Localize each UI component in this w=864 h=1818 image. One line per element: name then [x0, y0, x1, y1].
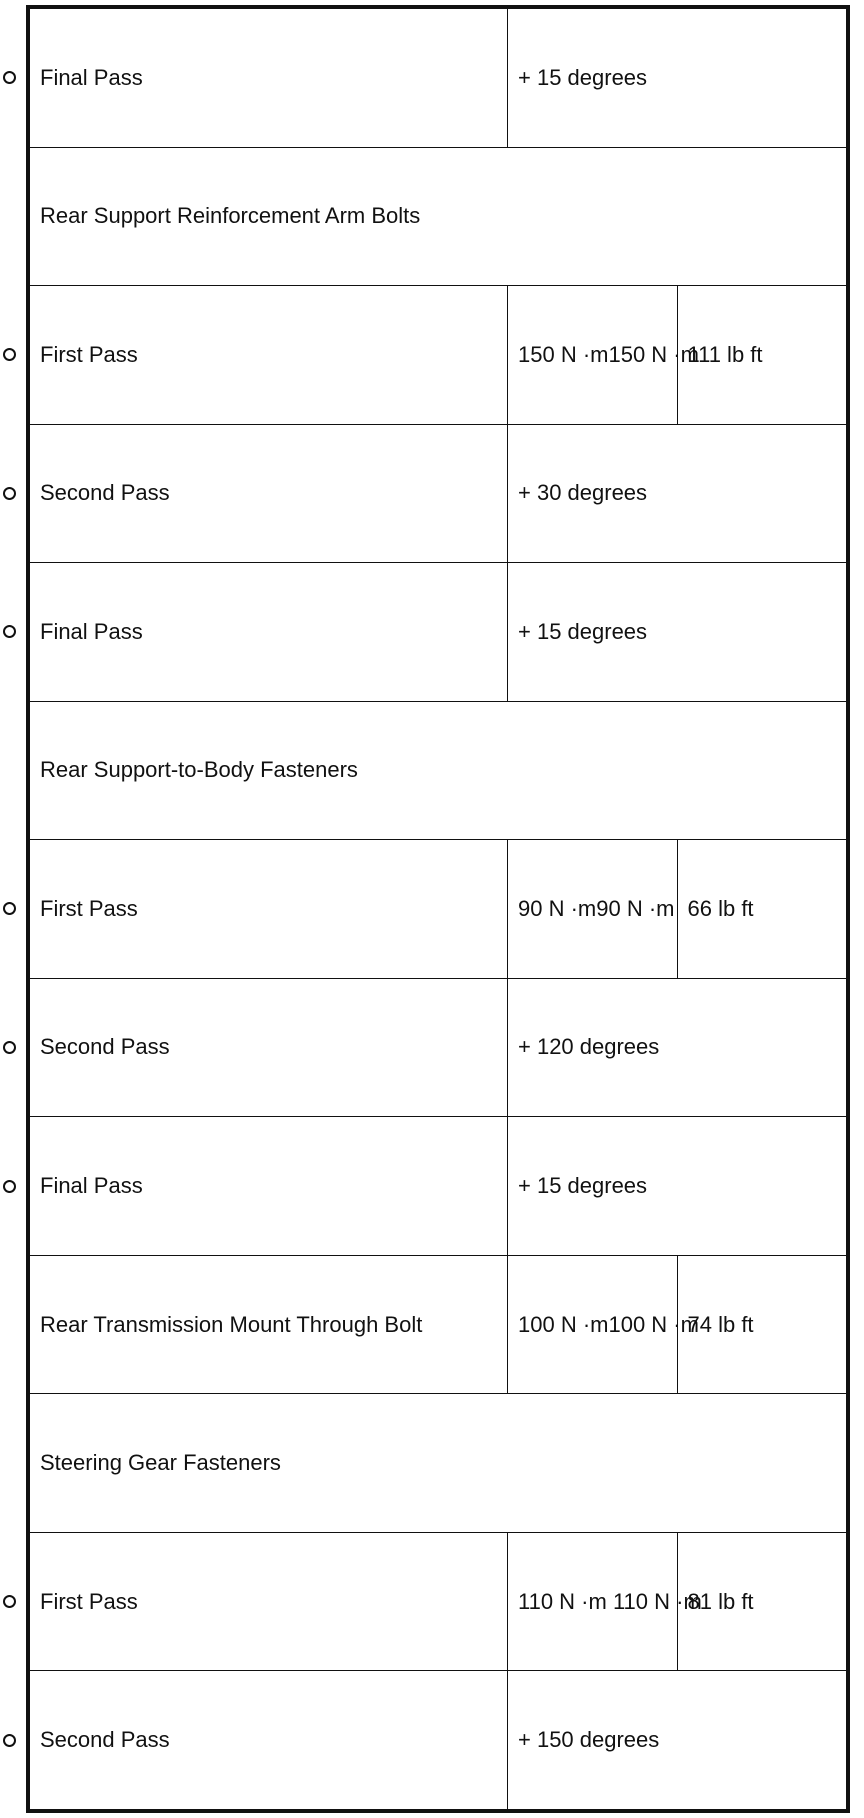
imperial-torque: 111 lb ft — [677, 286, 847, 425]
section-header: Rear Support-to-Body Fasteners — [30, 701, 847, 840]
table-row — [30, 9, 847, 148]
angle-value: + 30 degrees — [508, 424, 847, 563]
fastener-label: First Pass — [30, 840, 508, 979]
table-row — [30, 1671, 847, 1810]
fastener-label: Final Pass — [30, 563, 508, 702]
metric-torque: 90 N ·m90 N ·m — [508, 840, 678, 979]
table-row — [30, 978, 847, 1117]
table-row — [30, 840, 847, 979]
fastener-label: First Pass — [30, 286, 508, 425]
bullet-icon — [3, 1734, 16, 1747]
imperial-torque: 81 lb ft — [677, 1532, 847, 1671]
fastener-label: Final Pass — [30, 1117, 508, 1256]
fastener-label: Second Pass — [30, 1671, 508, 1810]
bullet-icon — [3, 1595, 16, 1608]
bullet-icon — [3, 1180, 16, 1193]
bullet-icon — [3, 625, 16, 638]
bullet-icon — [3, 71, 16, 84]
spec-table — [29, 8, 847, 1810]
section-header: Rear Support Reinforcement Arm Bolts — [30, 147, 847, 286]
table-row — [30, 701, 847, 840]
angle-value: + 15 degrees — [508, 1117, 847, 1256]
table-row — [30, 1394, 847, 1533]
fastener-label: Second Pass — [30, 978, 508, 1117]
torque-spec-table — [26, 5, 850, 1813]
metric-torque: 100 N ·m100 N ·m — [508, 1255, 678, 1394]
angle-value: + 120 degrees — [508, 978, 847, 1117]
table-row — [30, 563, 847, 702]
angle-value: + 150 degrees — [508, 1671, 847, 1810]
bullet-icon — [3, 902, 16, 915]
metric-torque: 150 N ·m150 N ·m — [508, 286, 678, 425]
fastener-label: First Pass — [30, 1532, 508, 1671]
table-row — [30, 147, 847, 286]
bullet-icon — [3, 348, 16, 361]
imperial-torque: 66 lb ft — [677, 840, 847, 979]
fastener-label: Second Pass — [30, 424, 508, 563]
bullet-icon — [3, 1041, 16, 1054]
angle-value: + 15 degrees — [508, 9, 847, 148]
table-row — [30, 1117, 847, 1256]
imperial-torque: 74 lb ft — [677, 1255, 847, 1394]
fastener-label: Final Pass — [30, 9, 508, 148]
section-header: Steering Gear Fasteners — [30, 1394, 847, 1533]
table-row — [30, 424, 847, 563]
table-row — [30, 1255, 847, 1394]
bullet-icon — [3, 487, 16, 500]
table-row — [30, 286, 847, 425]
angle-value: + 15 degrees — [508, 563, 847, 702]
table-row — [30, 1532, 847, 1671]
metric-torque: 110 N ·m 110 N ·m — [508, 1532, 678, 1671]
fastener-label: Rear Transmission Mount Through Bolt — [30, 1255, 508, 1394]
